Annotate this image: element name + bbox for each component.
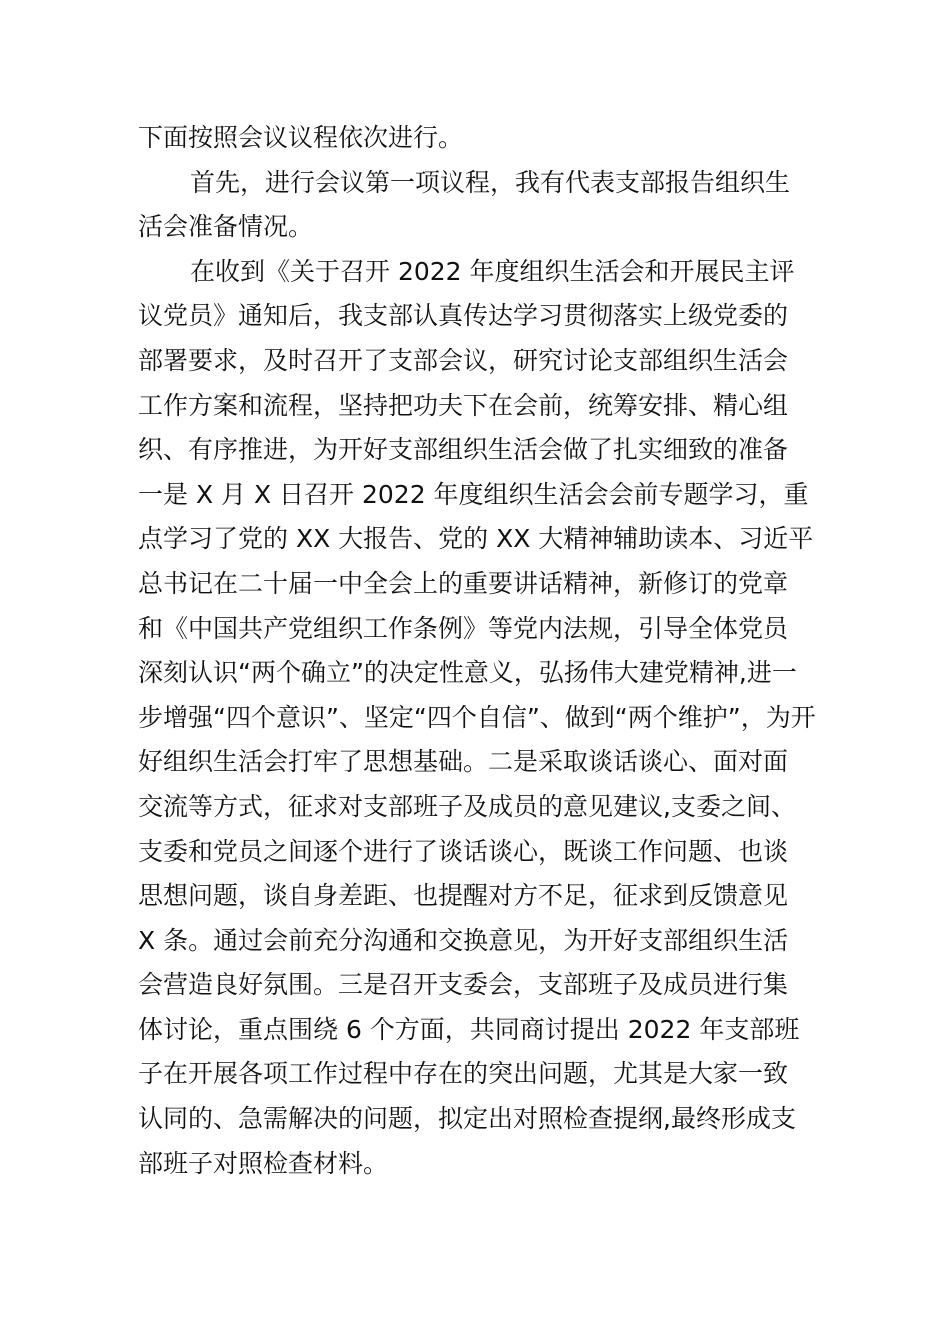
text-line: 在收到《关于召开 2022 年度组织生活会和开展民主评 bbox=[190, 256, 795, 286]
text-line: 活会准备情况。 bbox=[138, 212, 314, 242]
text-line: X 条。通过会前充分沟通和交换意见，为开好支部组织生活 bbox=[138, 925, 789, 955]
text-line: 部班子对照检查材料。 bbox=[138, 1148, 389, 1178]
text-line: 和《中国共产党组织工作条例》等党内法规，引导全体党员 bbox=[138, 613, 789, 643]
text-line: 子在开展各项工作过程中存在的突出问题，尤其是大家一致 bbox=[138, 1059, 789, 1089]
text-line: 总书记在二十届一中全会上的重要讲话精神，新修订的党章 bbox=[138, 568, 789, 598]
text-line: 下面按照会议议程依次进行。 bbox=[138, 123, 464, 152]
text-line: 首先，进行会议第一项议程，我有代表支部报告组织生 bbox=[190, 167, 791, 197]
text-line: 工作方案和流程，坚持把功夫下在会前，统筹安排、精心组 bbox=[138, 390, 789, 420]
text-line: 好组织生活会打牢了思想基础。二是采取谈话谈心、面对面 bbox=[138, 747, 789, 777]
text-line: 会营造良好氛围。三是召开支委会，支部班子及成员进行集 bbox=[138, 970, 789, 1000]
text-line: 织、有序推进，为开好支部组织生活会做了扎实细致的准备 bbox=[138, 435, 789, 465]
text-line: 部署要求，及时召开了支部会议，研究讨论支部组织生活会 bbox=[138, 345, 789, 375]
text-line: 思想问题，谈自身差距、也提醒对方不足，征求到反馈意见 bbox=[138, 881, 789, 911]
text-line: 议党员》通知后，我支部认真传达学习贯彻落实上级党委的 bbox=[138, 301, 789, 331]
text-line: 认同的、急需解决的问题，拟定出对照检查提纲,最终形成支 bbox=[138, 1104, 796, 1134]
text-line: 步增强“四个意识”、坚定“四个自信”、做到“两个维护”，为开 bbox=[138, 702, 816, 732]
text-line: 一是 X 月 X 日召开 2022 年度组织生活会会前专题学习，重 bbox=[138, 479, 809, 509]
text-line: 支委和党员之间逐个进行了谈话谈心，既谈工作问题、也谈 bbox=[138, 836, 789, 866]
text-line: 交流等方式，征求对支部班子及成员的意见建议,支委之间、 bbox=[138, 791, 796, 821]
text-line: 体讨论，重点围绕 6 个方面，共同商讨提出 2022 年支部班 bbox=[138, 1014, 800, 1044]
document-body bbox=[138, 116, 818, 1186]
text-line: 深刻认识“两个确立”的决定性意义，弘扬伟大建党精神,进一 bbox=[138, 658, 797, 688]
text-line: 点学习了党的 XX 大报告、党的 XX 大精神辅助读本、习近平 bbox=[138, 524, 814, 554]
